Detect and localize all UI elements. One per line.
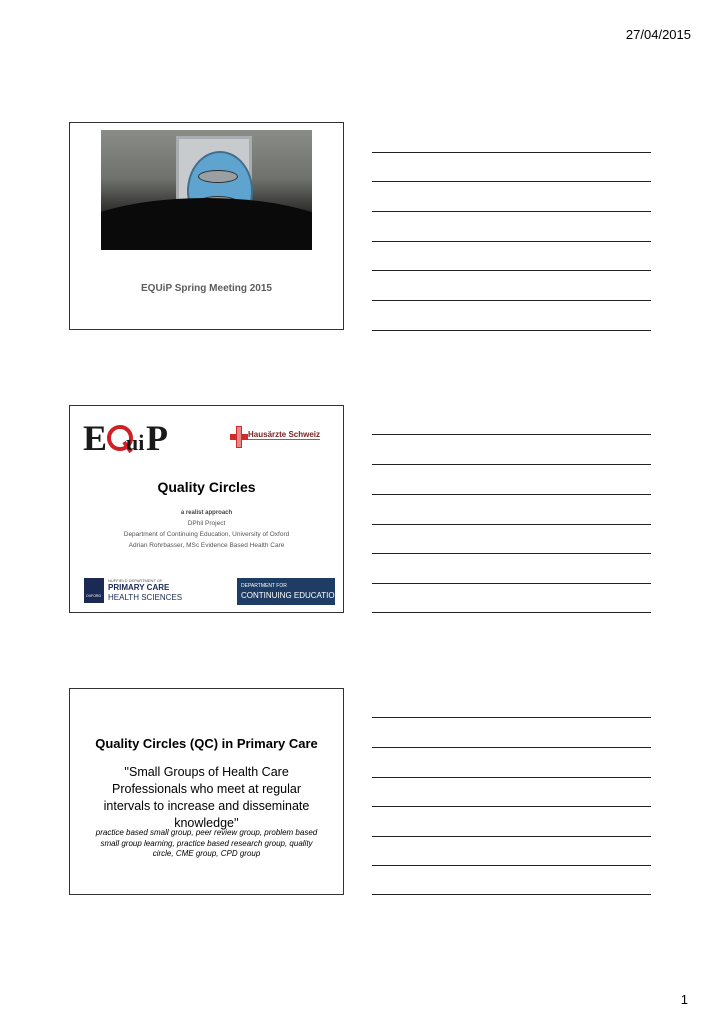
note-line	[372, 152, 651, 153]
slide-2-line: Department of Continuing Education, University of Oxford	[123, 531, 290, 538]
note-line	[372, 777, 651, 778]
print-date: 27/04/2015	[625, 27, 691, 42]
svg-text:E: E	[83, 418, 108, 458]
note-line	[372, 330, 651, 331]
nuffield-logo: OXFORD NUFFIELD DEPARTMENT OF PRIMARY CARE HEALTH SCIENCES	[86, 578, 183, 602]
slide-2-thumbnail	[69, 405, 344, 613]
slide-1-title: EQUiP Spring Meeting 2015	[141, 283, 272, 294]
fish-icon	[198, 170, 238, 183]
svg-text:ui: ui	[126, 430, 145, 455]
note-line	[372, 894, 651, 895]
slide-2-line: Adrian Rohrbasser, MSc Evidence Based Health Care	[128, 542, 285, 549]
note-line	[372, 717, 651, 718]
note-line	[372, 612, 651, 613]
hausarzte-cross-icon	[230, 426, 248, 448]
note-line	[372, 241, 651, 242]
note-line	[372, 434, 651, 435]
svg-text:P: P	[146, 418, 168, 458]
note-line	[372, 464, 651, 465]
note-line	[372, 553, 651, 554]
slide-2-title: Quality Circles	[157, 479, 256, 495]
note-line	[372, 300, 651, 301]
slide-2-line: DPhil Project	[187, 520, 226, 527]
hausarzte-logo	[230, 426, 326, 448]
continuing-education-logo: DEPARTMENT FOR CONTINUING EDUCATION	[237, 578, 335, 605]
oxford-crest-icon: OXFORD	[84, 578, 104, 603]
note-line	[372, 181, 651, 182]
page-number: 1	[680, 992, 688, 1007]
note-line	[372, 836, 651, 837]
slide-3-quote: ''Small Groups of Health Care Professionals who meet at regular intervals to increase and disseminate knowledge''	[103, 765, 310, 830]
slide-1-thumbnail	[69, 122, 344, 330]
arch-shadow	[101, 198, 312, 250]
note-line	[372, 806, 651, 807]
note-line	[372, 524, 651, 525]
fish-emblem-photo	[101, 130, 312, 250]
note-line	[372, 211, 651, 212]
slide-3-title: Quality Circles (QC) in Primary Care	[95, 736, 318, 751]
equip-logo	[83, 416, 171, 458]
note-line	[372, 494, 651, 495]
slide-3-thumbnail	[69, 688, 344, 895]
hausarzte-text: Hausärzte Schweiz	[248, 430, 321, 439]
note-line	[372, 865, 651, 866]
note-line	[372, 747, 651, 748]
slide-3-examples: practice based small group, peer review group, problem based small group learning, practice based research group, quality circle, CME group, CPD group	[95, 828, 318, 858]
note-line	[372, 583, 651, 584]
note-line	[372, 270, 651, 271]
slide-2-subtitle: a realist approach	[180, 510, 233, 516]
